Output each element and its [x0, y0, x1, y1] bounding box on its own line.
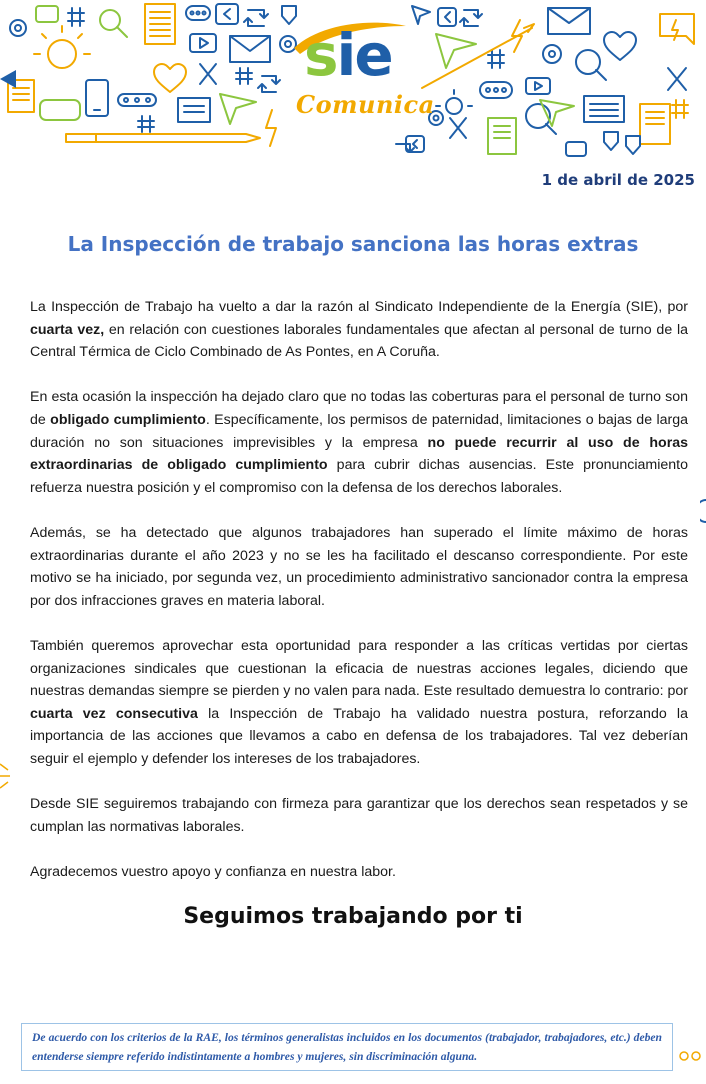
hashtag-icon-2	[236, 68, 252, 84]
sie-comunica-logo	[290, 18, 435, 128]
chat-icon-3	[660, 14, 694, 44]
chat-dots-icon-3	[480, 82, 512, 98]
heart-icon-2	[604, 32, 636, 60]
retweet-icon-2	[258, 76, 280, 92]
hashtag-icon-5	[672, 100, 688, 118]
document-icon-2	[178, 98, 210, 122]
circle-edge-icon	[700, 498, 706, 524]
search-icon	[100, 10, 127, 37]
envelope-icon	[230, 36, 270, 62]
document-icon-6	[640, 104, 670, 144]
chat-icon-2	[40, 100, 80, 120]
closing-slogan: Seguimos trabajando por ti	[183, 904, 523, 929]
search-icon-3	[526, 104, 556, 134]
article-body	[30, 296, 688, 906]
lightbulb-icon	[34, 26, 90, 68]
paragraph-1: La Inspección de Trabajo ha vuelto a dar la razón al Sindicato Independiente de la Energía (SIE), por cuarta vez, en relación con cuestiones laborales fundamentales que afectan al personal de turno de la Central Térmica de Ciclo Combinado de As Pontes, en A Coruña.	[30, 299, 688, 361]
paragraph-4: También queremos aprovechar esta oportunidad para responder a las críticas vertidas por ciertas organizaciones sindicales que cuestionan la eficacia de nuestras acciones legales, diciendo que nuestras demandas siempre se pierden y no valen para nada. Este resultado demuestra lo contrario: por cuarta vez consecutiva la Inspección de Trabajo ha validado nuestra postura, reforzando la importancia de las acciones que llevamos a cabo en defensa de los trabajadores. Tal vez deberían seguir el ejemplo y defender los intereses de los trabajadores.	[30, 637, 688, 767]
prev-arrow-icon	[0, 70, 16, 88]
rae-disclaimer: De acuerdo con los criterios de la RAE, los términos generalistas incluidos en los documentos (trabajador, trabajadores, etc.) deben entenderse siempre referido indistintamente a hombres y mujeres, sin discriminación alguna.	[21, 1023, 673, 1071]
chat-dots-icon	[186, 6, 210, 20]
hashtag-icon-3	[138, 116, 154, 132]
chat-dots-icon-2	[118, 94, 156, 106]
back-icon	[216, 4, 238, 24]
publication-date: 1 de abril de 2025	[541, 171, 695, 189]
x-logo-icon-2	[668, 68, 686, 90]
paragraph-3: Además, se ha detectado que algunos trabajadores han superado el límite máximo de horas extraordinarias durante el año 2023 y no se les ha facilitado el descanso correspondiente. Por este motivo se ha iniciado, por segunda vez, un procedimiento administrativo sancionador contra la empresa por dos infracciones graves en materia laboral.	[30, 524, 688, 609]
play-icon-2	[526, 78, 550, 94]
paragraph-2: En esta ocasión la inspección ha dejado claro que no todas las coberturas para el personal de turno son de obligado cumplimiento. Específicamente, los permisos de paternidad, limitaciones o bajas de larga duración no son situaciones imprevisibles y la empresa no puede recurrir al uso de horas extraordinarias de obligado cumplimiento para cubrir dichas ausencias. Este pronunciamiento refuerza nuestra posición y el compromiso con la defensa de los derechos laborales.	[30, 389, 688, 496]
x-logo-icon	[200, 64, 216, 84]
play-icon	[190, 34, 216, 52]
document-icon-4	[584, 96, 624, 122]
chat-icon	[36, 6, 58, 22]
paragraph-6: Agradecemos vuestro apoyo y confianza en nuestra labor.	[30, 863, 396, 880]
pencil-icon-2	[422, 24, 534, 88]
pencil-icon	[66, 134, 260, 142]
shield-icon-3	[626, 136, 640, 154]
lightning-icon	[266, 110, 276, 146]
header-banner	[0, 0, 706, 160]
shield-icon-2	[604, 132, 618, 150]
article-title: La Inspección de trabajo sanciona las horas extras	[67, 232, 639, 256]
paragraph-5: Desde SIE seguiremos trabajando con firmeza para garantizar que los derechos sean respetados y se cumplan las normativas laborales.	[30, 796, 688, 835]
search-icon-2	[576, 50, 606, 80]
retweet-icon-3	[460, 10, 482, 26]
retweet-icon	[244, 10, 268, 26]
logo-sie-text: sie	[304, 21, 392, 89]
back-icon-2	[438, 8, 456, 26]
x-logo-icon-3	[450, 118, 466, 138]
document-icon-5	[488, 118, 516, 154]
sun-edge-icon	[0, 756, 12, 796]
send-icon	[220, 94, 256, 124]
heart-icon	[154, 64, 186, 92]
logo-comunica-text: Comunica	[296, 90, 435, 119]
document-icon	[145, 4, 175, 44]
at-icon	[10, 20, 26, 36]
hashtag-icon-4	[488, 50, 504, 68]
send-icon-4	[540, 100, 574, 126]
play-icon-3	[566, 142, 586, 156]
at-icon-3	[543, 45, 561, 63]
dots-edge-icon	[678, 1048, 706, 1064]
phone-icon	[86, 80, 108, 116]
lightbulb-icon-2	[436, 90, 472, 114]
hashtag-icon	[68, 8, 84, 26]
envelope-icon-2	[548, 8, 590, 34]
